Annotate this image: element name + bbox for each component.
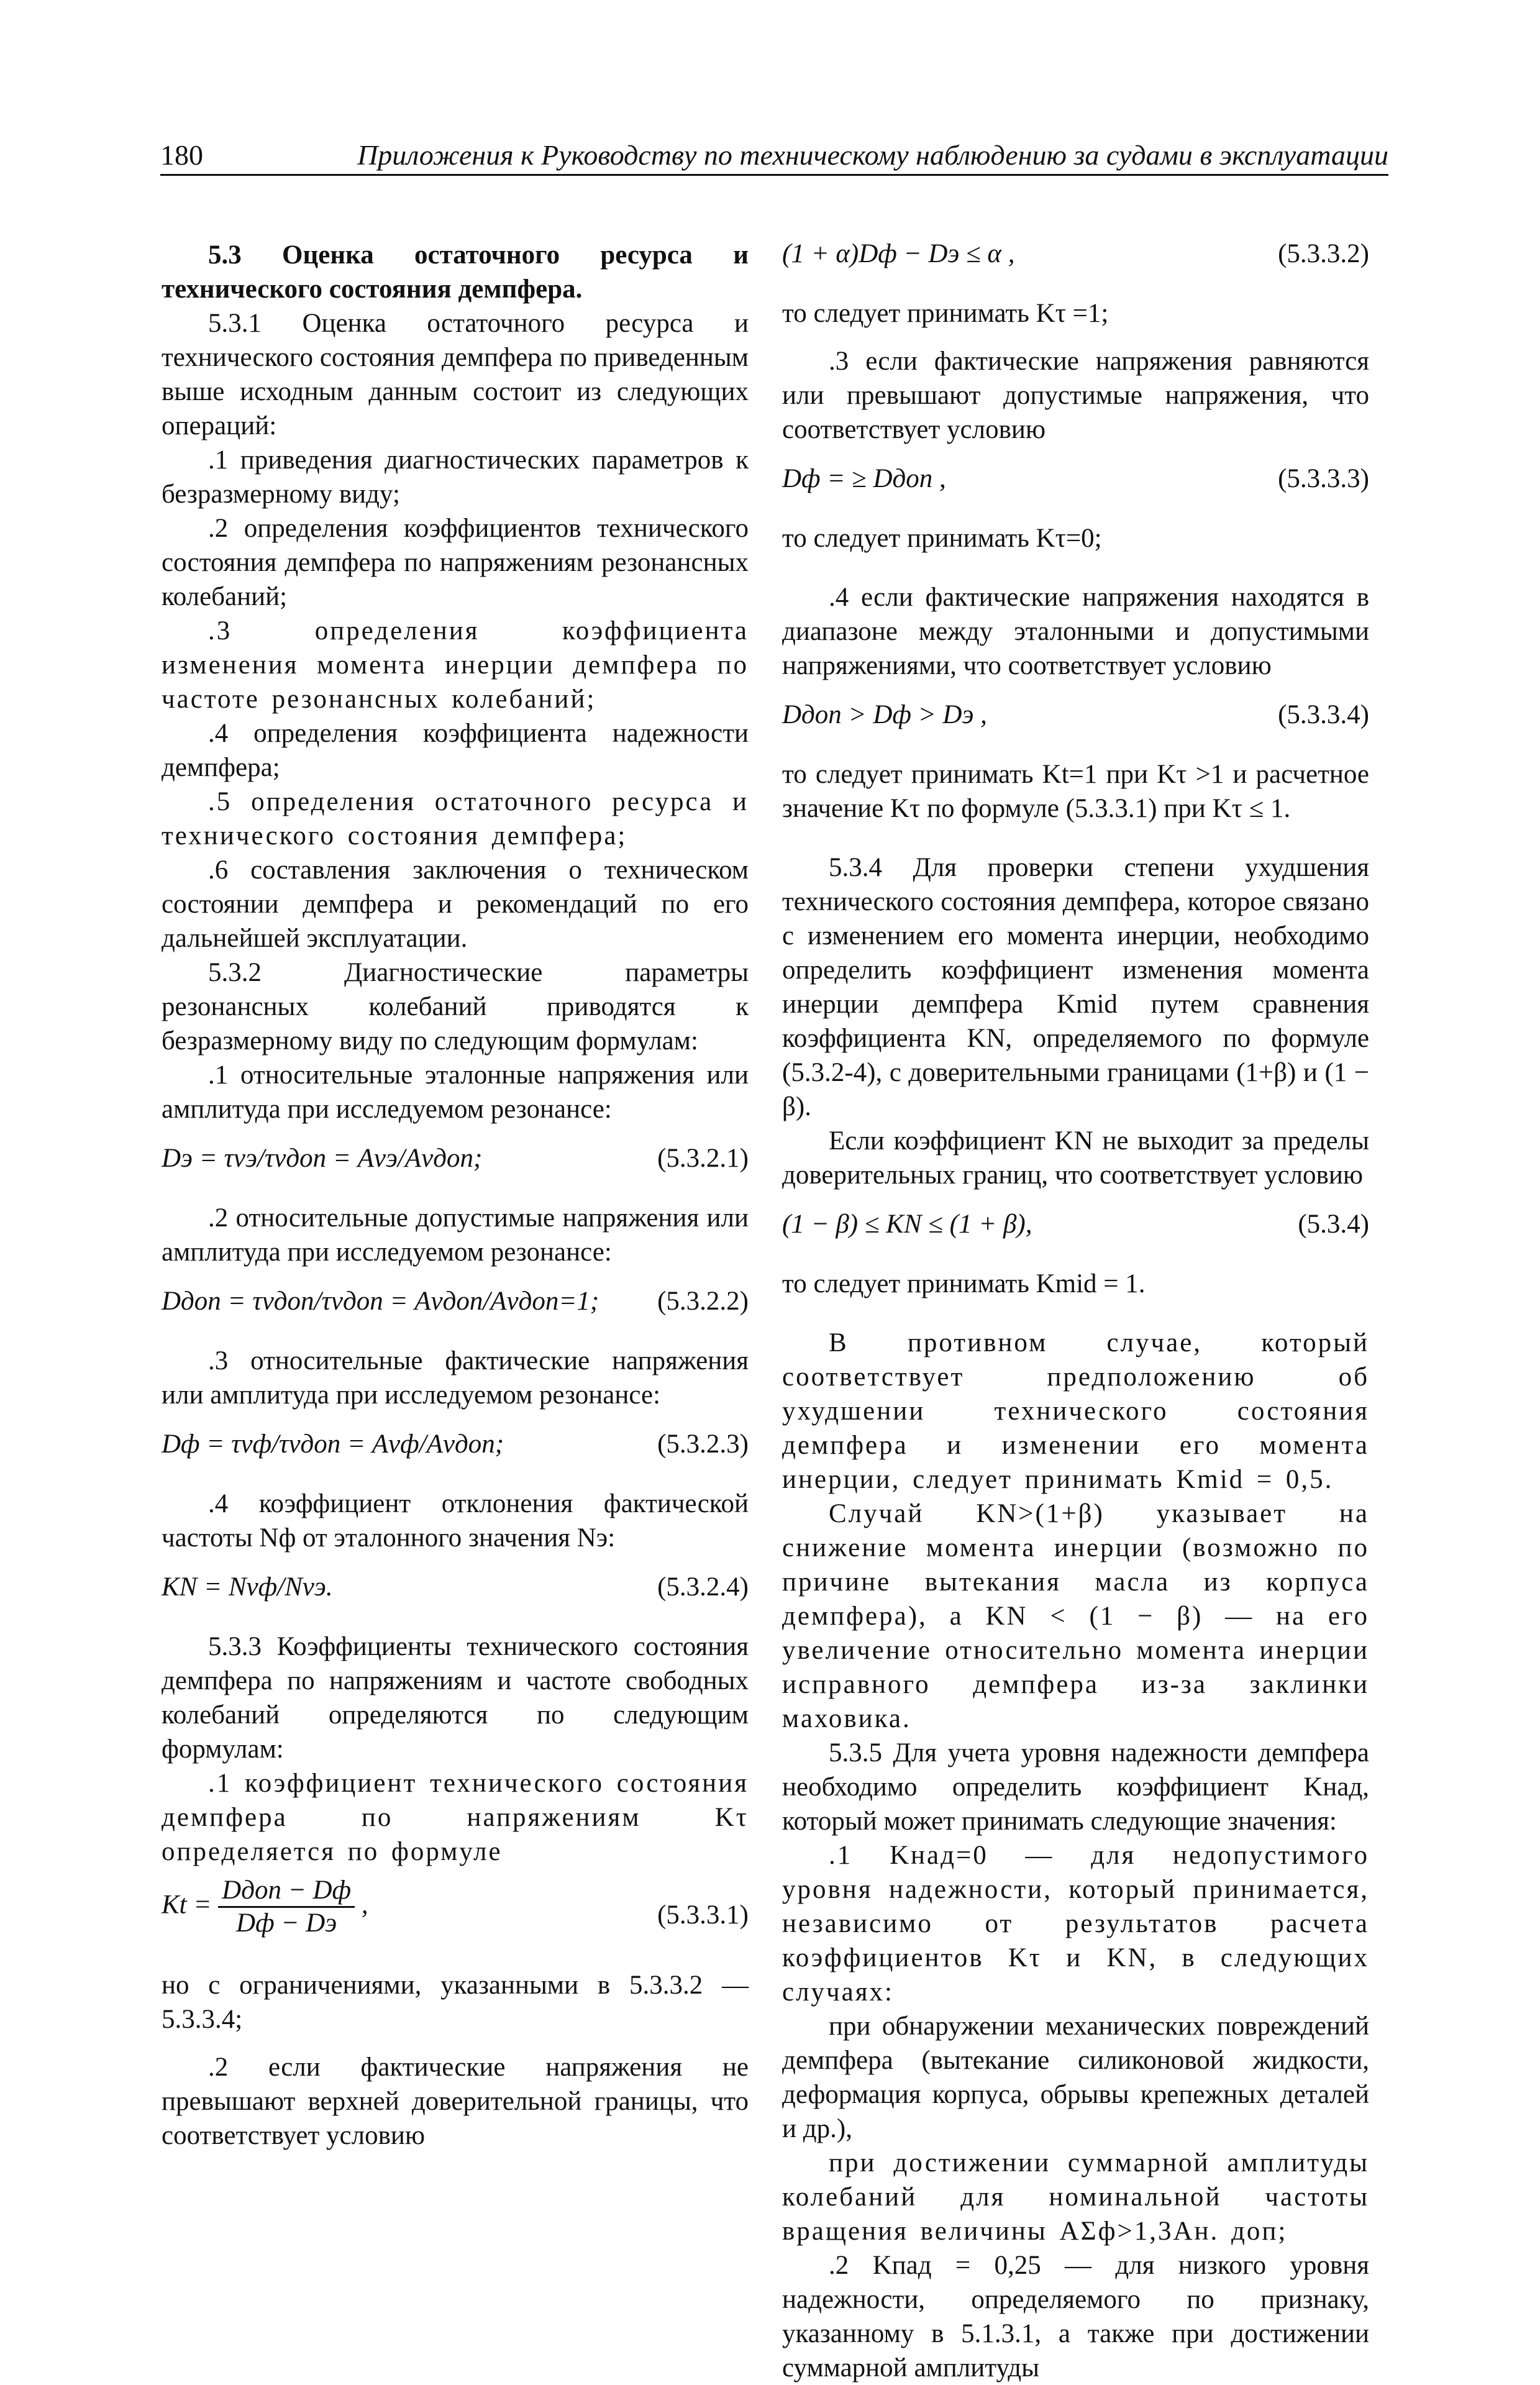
paragraph: Случай KN>(1+β) указывает на снижение момента инерции (возможно по причине вытекания масла из корпуса демпфера), а KN < (1 − β) — на его увеличение относительно момента инерции исправного демпфера из-за заклинки маховика. <box>782 1499 1369 1733</box>
list-item: .1 Kнад=0 — для недопустимого уровня надежности, который принимается, независимо от результатов расчета коэффициентов Kτ и KN, в следующих случаях: <box>782 1841 1369 2007</box>
formula-expression <box>162 1875 368 1939</box>
formula-number: (5.3.3.3) <box>1278 464 1369 493</box>
list-item: .1 приведения диагностических параметров к безразмерному виду; <box>162 445 749 509</box>
list-item: .1 коэффициент технического состояния демпфера по напряжениям Kτ определяется по формуле <box>162 1769 749 1866</box>
formula-5-3-3-3 <box>782 458 1369 500</box>
paragraph: Если коэффициент KN не выходит за пределы доверительных границ, что соответствует условию <box>782 1126 1369 1190</box>
formula-expression: Dэ = τνэ/τνдоп = Aνэ/Aνдоп; <box>162 1144 483 1173</box>
right-column <box>782 238 1369 2385</box>
paragraph: то следует принимать Kτ =1; <box>782 299 1109 328</box>
paragraph: но с ограничениями, указанными в 5.3.3.2 — 5.3.3.4; <box>162 1971 749 2034</box>
fraction-denominator: Dф − Dэ <box>236 1908 337 1938</box>
formula-lhs: Kt = <box>162 1890 212 1920</box>
list-item: .2 если фактические напряжения не превышают верхней доверительной границы, что соответствует условию <box>162 2053 749 2150</box>
formula-expression: (1 + α)Dф − Dэ ≤ α , <box>782 239 1015 268</box>
running-header <box>160 138 1388 176</box>
paragraph: 5.3.1 Оценка остаточного ресурса и технического состояния демпфера по приведенным выше исходным данным состоит из следующих операций: <box>162 309 749 440</box>
paragraph: то следует принимать Kt=1 при Kτ >1 и расчетное значение Kτ по формуле (5.3.3.1) при Kτ ≤ 1. <box>782 760 1369 823</box>
section-heading: 5.3 Оценка остаточного ресурса и технического состояния демпфера. <box>162 240 749 304</box>
list-item: .5 определения остаточного ресурса и технического состояния демпфера; <box>162 787 749 850</box>
formula-5-3-3-2 <box>782 233 1369 275</box>
paragraph: при достижении суммарной амплитуды колебаний для номинальной частоты вращения величины AΣф>1,3Aн. доп; <box>782 2148 1369 2246</box>
list-item: .4 определения коэффициента надежности демпфера; <box>162 719 749 782</box>
formula-number: (5.3.2.3) <box>657 1430 749 1459</box>
paragraph: В противном случае, который соответствует предположению об ухудшении технического состояния демпфера и изменении его момента инерции, следует принимать Kmid = 0,5. <box>782 1328 1369 1494</box>
formula-5-3-2-3 <box>162 1423 749 1466</box>
list-item: .4 коэффициент отклонения фактической частоты Nф от эталонного значения Nэ: <box>162 1489 749 1553</box>
formula-number: (5.3.3.1) <box>657 1900 749 1930</box>
paragraph: 5.3.2 Диагностические параметры резонансных колебаний приводятся к безразмерному виду по следующим формулам: <box>162 958 749 1056</box>
formula-expression: KN = Nνф/Nνэ. <box>162 1572 333 1602</box>
formula-expression: Dф = τνф/τνдоп = Aνф/Aνдоп; <box>162 1430 504 1459</box>
formula-number: (5.3.3.2) <box>1278 239 1369 268</box>
list-item: .3 если фактические напряжения равняются или превышают допустимые напряжения, что соответствует условию <box>782 347 1369 444</box>
paragraph: 5.3.3 Коэффициенты технического состояния демпфера по напряжениям и частоте свободных колебаний определяются по следующим формулам: <box>162 1632 749 1764</box>
formula-5-3-4 <box>782 1203 1369 1246</box>
formula-number: (5.3.2.1) <box>657 1144 749 1173</box>
paragraph: то следует принимать Kτ=0; <box>782 524 1102 553</box>
paragraph: 5.3.5 Для учета уровня надежности демпфера необходимо определить коэффициент Kнад, который может принимать следующие значения: <box>782 1738 1369 1836</box>
formula-expression: Dф = ≥ Dдоп , <box>782 464 946 493</box>
paragraph: 5.3.4 Для проверки степени ухудшения технического состояния демпфера, которое связано с изменением его момента инерции, необходимо определить коэффициент изменения момента инерции демпфера Kmid путем сравнения коэффициента KN, определяемого по формуле (5.3.2-4), с доверительными границами (1+β) и (1 − β). <box>782 853 1369 1121</box>
page-number: 180 <box>160 139 203 171</box>
formula-expression: (1 − β) ≤ KN ≤ (1 + β), <box>782 1210 1032 1239</box>
list-item: .2 определения коэффициентов технического состояния демпфера по напряжениям резонансных колебаний; <box>162 514 749 611</box>
list-item: .2 относительные допустимые напряжения или амплитуда при исследуемом резонансе: <box>162 1203 749 1267</box>
formula-number: (5.3.2.4) <box>657 1572 749 1602</box>
formula-number: (5.3.4) <box>1298 1210 1369 1239</box>
list-item: .3 определения коэффициента изменения момента инерции демпфера по частоте резонансных колебаний; <box>162 616 749 714</box>
formula-tail: , <box>361 1890 368 1920</box>
fraction-numerator: Dдоп − Dф <box>218 1875 355 1908</box>
formula-number: (5.3.2.2) <box>657 1287 749 1316</box>
formula-5-3-3-4 <box>782 694 1369 736</box>
fraction <box>218 1875 355 1939</box>
list-item: .4 если фактические напряжения находятся в диапазоне между эталонными и допустимыми напряжениями, что соответствует условию <box>782 583 1369 680</box>
list-item: .1 относительные эталонные напряжения или амплитуда при исследуемом резонансе: <box>162 1060 749 1124</box>
paragraph: при обнаружении механических повреждений демпфера (вытекание силиконовой жидкости, деформация корпуса, обрывы крепежных деталей и др.), <box>782 2012 1369 2143</box>
formula-5-3-2-2 <box>162 1280 749 1323</box>
header-title: Приложения к Руководству по техническому наблюдению за судами в эксплуатации <box>357 139 1388 171</box>
left-column <box>162 238 749 2153</box>
formula-expression: Dдоп > Dф > Dэ , <box>782 700 987 729</box>
list-item: .6 составления заключения о техническом состоянии демпфера и рекомендаций по его дальнейшей эксплуатации. <box>162 855 749 953</box>
list-item: .3 относительные фактические напряжения или амплитуда при исследуемом резонансе: <box>162 1346 749 1410</box>
formula-number: (5.3.3.4) <box>1278 700 1369 729</box>
formula-5-3-3-1 <box>162 1875 749 1956</box>
list-item: .2 Kпад = 0,25 — для низкого уровня надежности, определяемого по признаку, указанному в 5.1.3.1, а также при достижении суммарной амплитуды <box>782 2251 1369 2383</box>
formula-5-3-2-4 <box>162 1566 749 1608</box>
paragraph: то следует принимать Kmid = 1. <box>782 1269 1146 1298</box>
formula-expression: Dдоп = τνдоп/τνдоп = Aνдоп/Aνдоп=1; <box>162 1287 599 1316</box>
formula-5-3-2-1 <box>162 1138 749 1180</box>
